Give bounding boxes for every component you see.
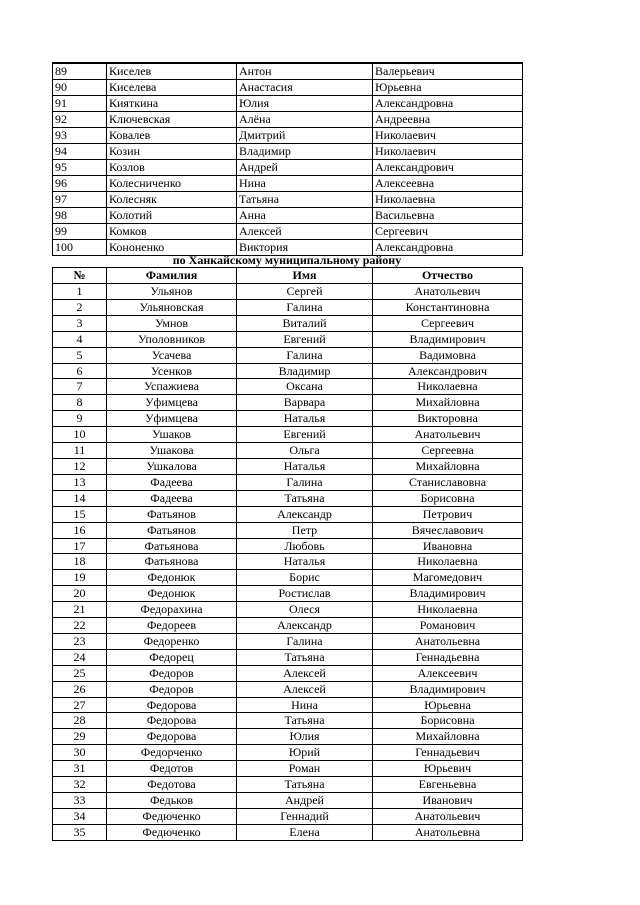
cell-number: 1 — [53, 284, 107, 300]
cell-number: 12 — [53, 458, 107, 474]
cell-patronymic: Владимирович — [373, 681, 523, 697]
cell-surname: Федорахина — [107, 602, 237, 618]
cell-surname: Умнов — [107, 315, 237, 331]
cell-patronymic: Викторовна — [373, 411, 523, 427]
cell-first-name: Владимир — [237, 363, 373, 379]
cell-number: 32 — [53, 777, 107, 793]
cell-first-name: Татьяна — [237, 649, 373, 665]
cell-first-name: Дмитрий — [237, 128, 373, 144]
table-row — [53, 144, 523, 160]
cell-first-name: Антон — [237, 63, 373, 80]
cell-first-name: Елена — [237, 824, 373, 840]
table-row — [53, 128, 523, 144]
cell-surname: Федюченко — [107, 824, 237, 840]
cell-number: 93 — [53, 128, 107, 144]
cell-number: 3 — [53, 315, 107, 331]
cell-first-name: Олеся — [237, 602, 373, 618]
cell-surname: Ушаков — [107, 427, 237, 443]
cell-surname: Федорченко — [107, 745, 237, 761]
cell-first-name: Алексей — [237, 681, 373, 697]
cell-number: 28 — [53, 713, 107, 729]
cell-surname: Федюченко — [107, 808, 237, 824]
table-row — [53, 379, 523, 395]
table-row — [53, 808, 523, 824]
cell-number: 31 — [53, 761, 107, 777]
table-row — [53, 745, 523, 761]
cell-number: 15 — [53, 506, 107, 522]
cell-first-name: Борис — [237, 570, 373, 586]
cell-first-name: Юлия — [237, 96, 373, 112]
cell-surname: Усенков — [107, 363, 237, 379]
cell-first-name: Нина — [237, 697, 373, 713]
cell-number: 2 — [53, 299, 107, 315]
cell-patronymic: Александрович — [373, 160, 523, 176]
table-row — [53, 697, 523, 713]
cell-first-name: Алексей — [237, 224, 373, 240]
table-row — [53, 176, 523, 192]
table-row — [53, 793, 523, 809]
table-row — [53, 522, 523, 538]
cell-patronymic: Петрович — [373, 506, 523, 522]
cell-patronymic: Константиновна — [373, 299, 523, 315]
cell-patronymic: Юрьевна — [373, 697, 523, 713]
table-row — [53, 208, 523, 224]
cell-patronymic: Николаевич — [373, 128, 523, 144]
cell-number: 24 — [53, 649, 107, 665]
cell-patronymic: Васильевна — [373, 208, 523, 224]
table-row — [53, 729, 523, 745]
cell-surname: Фатьянова — [107, 554, 237, 570]
cell-patronymic: Вадимовна — [373, 347, 523, 363]
cell-first-name: Наталья — [237, 554, 373, 570]
cell-patronymic: Сергеевич — [373, 315, 523, 331]
cell-surname: Ульянов — [107, 284, 237, 300]
cell-first-name: Галина — [237, 347, 373, 363]
cell-surname: Ушакова — [107, 443, 237, 459]
table-row — [53, 315, 523, 331]
cell-surname: Уполовников — [107, 331, 237, 347]
cell-patronymic: Михайловна — [373, 458, 523, 474]
table-row — [53, 633, 523, 649]
table-row — [53, 347, 523, 363]
table-row — [53, 761, 523, 777]
cell-surname: Фадеева — [107, 490, 237, 506]
cell-number: 10 — [53, 427, 107, 443]
table-row — [53, 284, 523, 300]
cell-first-name: Татьяна — [237, 713, 373, 729]
cell-first-name: Сергей — [237, 284, 373, 300]
cell-number: 33 — [53, 793, 107, 809]
cell-first-name: Ольга — [237, 443, 373, 459]
cell-first-name: Владимир — [237, 144, 373, 160]
table-row — [53, 586, 523, 602]
cell-patronymic: Геннадьевич — [373, 745, 523, 761]
cell-first-name: Наталья — [237, 458, 373, 474]
cell-number: 98 — [53, 208, 107, 224]
table-row — [53, 224, 523, 240]
cell-first-name: Александр — [237, 506, 373, 522]
cell-number: 99 — [53, 224, 107, 240]
cell-patronymic: Николаевна — [373, 602, 523, 618]
cell-surname: Колесниченко — [107, 176, 237, 192]
cell-first-name: Юрий — [237, 745, 373, 761]
cell-first-name: Алёна — [237, 112, 373, 128]
cell-number: 21 — [53, 602, 107, 618]
cell-surname: Фатьянов — [107, 506, 237, 522]
cell-first-name: Роман — [237, 761, 373, 777]
cell-patronymic: Михайловна — [373, 395, 523, 411]
cell-surname: Колотий — [107, 208, 237, 224]
cell-patronymic: Ивановна — [373, 538, 523, 554]
cell-surname: Федонюк — [107, 570, 237, 586]
table-row — [53, 824, 523, 840]
section-title: по Ханкайскому муниципальному району — [172, 253, 402, 267]
cell-first-name: Любовь — [237, 538, 373, 554]
cell-surname: Козлов — [107, 160, 237, 176]
cell-patronymic: Михайловна — [373, 729, 523, 745]
table-row — [53, 395, 523, 411]
cell-surname: Ключевская — [107, 112, 237, 128]
cell-patronymic: Романович — [373, 618, 523, 634]
cell-number: 90 — [53, 80, 107, 96]
cell-number: 4 — [53, 331, 107, 347]
cell-surname: Киселев — [107, 63, 237, 80]
table-row — [53, 665, 523, 681]
header-first-name: Имя — [237, 268, 373, 284]
cell-number: 97 — [53, 192, 107, 208]
table-header-row — [53, 268, 523, 284]
cell-first-name: Виктория — [237, 240, 373, 256]
table-row — [53, 474, 523, 490]
cell-patronymic: Анатольевич — [373, 808, 523, 824]
table-row — [53, 618, 523, 634]
cell-number: 23 — [53, 633, 107, 649]
cell-number: 5 — [53, 347, 107, 363]
table-row — [53, 538, 523, 554]
cell-patronymic: Алексеевна — [373, 176, 523, 192]
cell-patronymic: Александровна — [373, 240, 523, 256]
cell-surname: Федорова — [107, 729, 237, 745]
cell-patronymic: Иванович — [373, 793, 523, 809]
previous-district-table-body — [53, 63, 523, 256]
cell-first-name: Галина — [237, 633, 373, 649]
cell-surname: Киселева — [107, 80, 237, 96]
table-row — [53, 331, 523, 347]
cell-surname: Федоров — [107, 681, 237, 697]
table-row — [53, 80, 523, 96]
table-row — [53, 411, 523, 427]
cell-number: 7 — [53, 379, 107, 395]
cell-surname: Федорец — [107, 649, 237, 665]
cell-first-name: Евгений — [237, 331, 373, 347]
table-row — [53, 112, 523, 128]
cell-patronymic: Николаевна — [373, 379, 523, 395]
cell-first-name: Петр — [237, 522, 373, 538]
cell-surname: Федонюк — [107, 586, 237, 602]
cell-surname: Федоров — [107, 665, 237, 681]
table-row — [53, 427, 523, 443]
cell-number: 91 — [53, 96, 107, 112]
cell-patronymic: Магомедович — [373, 570, 523, 586]
cell-number: 89 — [53, 63, 107, 80]
cell-first-name: Анна — [237, 208, 373, 224]
cell-surname: Уфимцева — [107, 395, 237, 411]
cell-patronymic: Александрович — [373, 363, 523, 379]
cell-first-name: Оксана — [237, 379, 373, 395]
cell-number: 17 — [53, 538, 107, 554]
cell-first-name: Юлия — [237, 729, 373, 745]
cell-surname: Успажиева — [107, 379, 237, 395]
cell-surname: Уфимцева — [107, 411, 237, 427]
cell-number: 29 — [53, 729, 107, 745]
cell-patronymic: Анатольевна — [373, 824, 523, 840]
cell-number: 92 — [53, 112, 107, 128]
cell-patronymic: Борисовна — [373, 490, 523, 506]
cell-number: 13 — [53, 474, 107, 490]
cell-first-name: Ростислав — [237, 586, 373, 602]
header-patronymic: Отчество — [373, 268, 523, 284]
cell-first-name: Анастасия — [237, 80, 373, 96]
cell-first-name: Галина — [237, 299, 373, 315]
cell-surname: Ковалев — [107, 128, 237, 144]
cell-number: 26 — [53, 681, 107, 697]
header-surname: Фамилия — [107, 268, 237, 284]
cell-patronymic: Геннадьевна — [373, 649, 523, 665]
cell-surname: Фатьянова — [107, 538, 237, 554]
table-row — [53, 681, 523, 697]
cell-surname: Фатьянов — [107, 522, 237, 538]
cell-number: 20 — [53, 586, 107, 602]
table-row — [53, 570, 523, 586]
cell-first-name: Евгений — [237, 427, 373, 443]
cell-surname: Федотова — [107, 777, 237, 793]
cell-patronymic: Юрьевич — [373, 761, 523, 777]
cell-patronymic: Валерьевич — [373, 63, 523, 80]
table-row — [53, 506, 523, 522]
cell-first-name: Андрей — [237, 793, 373, 809]
cell-number: 8 — [53, 395, 107, 411]
previous-district-table — [52, 62, 523, 256]
cell-patronymic: Николаевич — [373, 144, 523, 160]
cell-patronymic: Владимирович — [373, 586, 523, 602]
khankaisky-district-table — [52, 267, 523, 841]
cell-surname: Федоренко — [107, 633, 237, 649]
cell-surname: Федореев — [107, 618, 237, 634]
cell-patronymic: Борисовна — [373, 713, 523, 729]
cell-first-name: Андрей — [237, 160, 373, 176]
cell-number: 96 — [53, 176, 107, 192]
table-row — [53, 554, 523, 570]
cell-number: 34 — [53, 808, 107, 824]
header-number: № — [53, 268, 107, 284]
cell-patronymic: Александровна — [373, 96, 523, 112]
cell-first-name: Наталья — [237, 411, 373, 427]
table-row — [53, 299, 523, 315]
cell-first-name: Александр — [237, 618, 373, 634]
table-row — [53, 602, 523, 618]
cell-number: 6 — [53, 363, 107, 379]
cell-surname: Федорова — [107, 713, 237, 729]
cell-patronymic: Николаевна — [373, 192, 523, 208]
cell-surname: Кононенко — [107, 240, 237, 256]
cell-surname: Федьков — [107, 793, 237, 809]
cell-first-name: Алексей — [237, 665, 373, 681]
cell-first-name: Нина — [237, 176, 373, 192]
cell-first-name: Татьяна — [237, 490, 373, 506]
table-row — [53, 363, 523, 379]
cell-number: 27 — [53, 697, 107, 713]
khankaisky-district-table-body — [53, 284, 523, 841]
cell-patronymic: Сергеевич — [373, 224, 523, 240]
cell-number: 18 — [53, 554, 107, 570]
cell-number: 100 — [53, 240, 107, 256]
cell-number: 16 — [53, 522, 107, 538]
cell-surname: Ушкалова — [107, 458, 237, 474]
table-row — [53, 649, 523, 665]
cell-number: 14 — [53, 490, 107, 506]
cell-surname: Ульяновская — [107, 299, 237, 315]
cell-surname: Фадеева — [107, 474, 237, 490]
cell-first-name: Варвара — [237, 395, 373, 411]
cell-patronymic: Николаевна — [373, 554, 523, 570]
cell-surname: Комков — [107, 224, 237, 240]
cell-patronymic: Анатольевич — [373, 427, 523, 443]
cell-surname: Федорова — [107, 697, 237, 713]
table-row — [53, 160, 523, 176]
cell-first-name: Виталий — [237, 315, 373, 331]
table-row — [53, 713, 523, 729]
cell-surname: Козин — [107, 144, 237, 160]
table-row — [53, 443, 523, 459]
cell-first-name: Галина — [237, 474, 373, 490]
cell-number: 22 — [53, 618, 107, 634]
cell-patronymic: Вячеславович — [373, 522, 523, 538]
table-row — [53, 490, 523, 506]
cell-patronymic: Анатольевна — [373, 633, 523, 649]
cell-patronymic: Юрьевна — [373, 80, 523, 96]
cell-number: 30 — [53, 745, 107, 761]
cell-patronymic: Станиславовна — [373, 474, 523, 490]
cell-patronymic: Евгеньевна — [373, 777, 523, 793]
cell-number: 94 — [53, 144, 107, 160]
cell-patronymic: Алексеевич — [373, 665, 523, 681]
cell-patronymic: Анатольевич — [373, 284, 523, 300]
cell-first-name: Татьяна — [237, 777, 373, 793]
table-row — [53, 96, 523, 112]
cell-number: 95 — [53, 160, 107, 176]
cell-patronymic: Владимирович — [373, 331, 523, 347]
cell-first-name: Геннадий — [237, 808, 373, 824]
cell-surname: Федотов — [107, 761, 237, 777]
cell-number: 19 — [53, 570, 107, 586]
table-row — [53, 192, 523, 208]
cell-number: 9 — [53, 411, 107, 427]
table-row — [53, 63, 523, 80]
cell-patronymic: Сергеевна — [373, 443, 523, 459]
cell-number: 35 — [53, 824, 107, 840]
cell-surname: Усачева — [107, 347, 237, 363]
table-row — [53, 458, 523, 474]
cell-patronymic: Андреевна — [373, 112, 523, 128]
cell-number: 25 — [53, 665, 107, 681]
table-row — [53, 777, 523, 793]
cell-surname: Колесняк — [107, 192, 237, 208]
cell-number: 11 — [53, 443, 107, 459]
cell-surname: Кияткина — [107, 96, 237, 112]
cell-first-name: Татьяна — [237, 192, 373, 208]
